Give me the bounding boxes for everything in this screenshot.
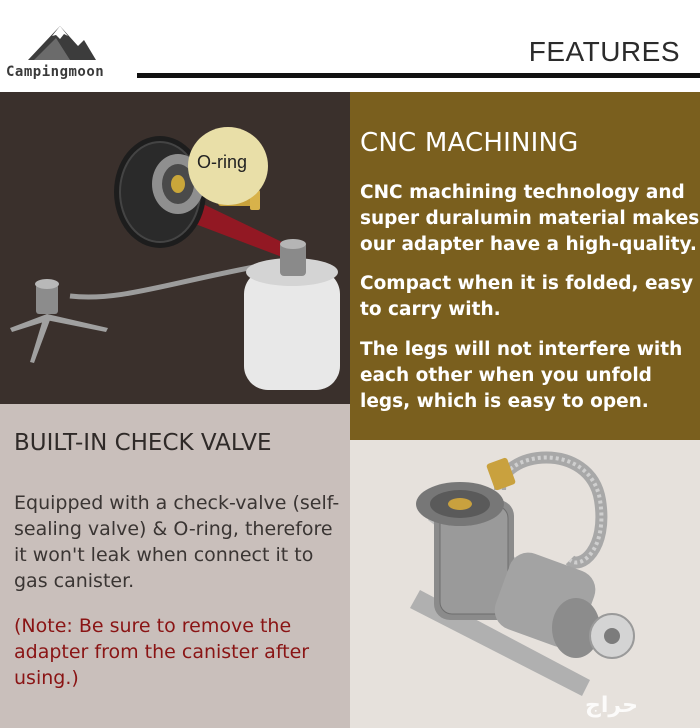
adapter-illustration bbox=[0, 92, 350, 404]
page-title: FEATURES bbox=[528, 36, 680, 67]
check-valve-description: Equipped with a check-valve (self-sealing valve) & O-ring, therefore it won't leak when connect it to gas canister. bbox=[14, 492, 340, 592]
watermark: حراج bbox=[585, 693, 638, 718]
oring-callout-label: O-ring bbox=[197, 152, 248, 172]
brand-logo bbox=[6, 22, 126, 86]
folded-adapter-illustration bbox=[350, 440, 700, 728]
cnc-paragraph-3: The legs will not interfere with each other when you unfold legs, which is easy to open. bbox=[360, 339, 683, 412]
folded-adapter-photo bbox=[350, 440, 700, 728]
cnc-heading: CNC MACHINING bbox=[360, 128, 579, 158]
mountain-icon bbox=[26, 22, 98, 62]
adapter-photo bbox=[0, 92, 350, 404]
cnc-paragraph-1: CNC machining technology and super duralumin material makes our adapter have a high-quality. bbox=[360, 182, 700, 255]
cnc-paragraph-2: Compact when it is folded, easy to carry with. bbox=[360, 273, 694, 320]
check-valve-note: (Note: Be sure to remove the adapter from the canister after using.) bbox=[14, 615, 310, 689]
brand-name: Campingmoon bbox=[6, 64, 105, 80]
header-divider bbox=[137, 73, 700, 78]
header bbox=[0, 0, 700, 92]
check-valve-heading: BUILT-IN CHECK VALVE bbox=[14, 430, 272, 456]
